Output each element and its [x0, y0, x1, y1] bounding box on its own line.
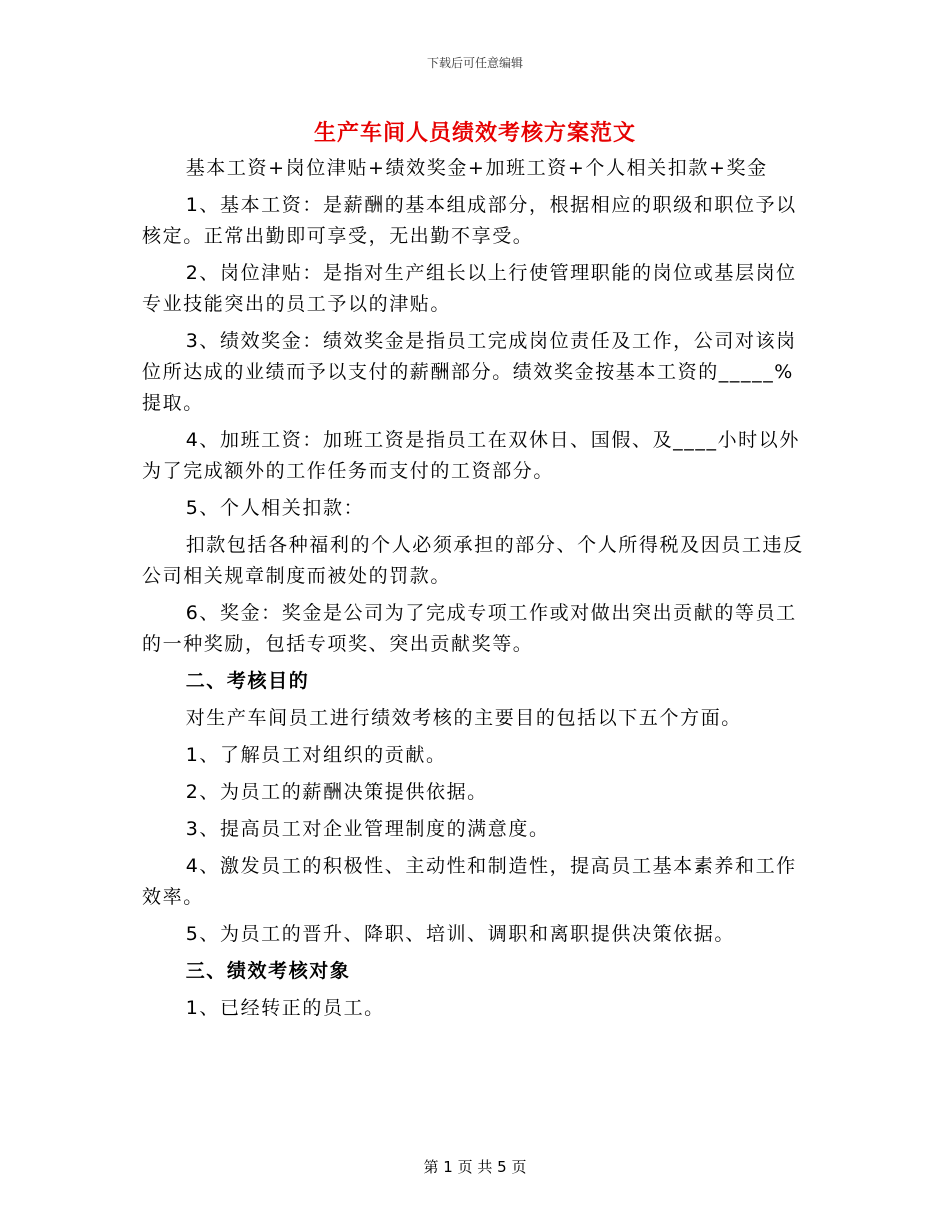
section-heading: 二、考核目的: [185, 670, 310, 692]
section-heading: 三、绩效考核对象: [185, 960, 351, 982]
paragraph: 5、个人相关扣款：: [185, 497, 365, 519]
paragraph: 扣款包括各种福利的个人必须承担的部分、个人所得税及因员工违反公司相关规章制度而被处的罚款。: [142, 534, 804, 587]
paragraph: 3、提高员工对企业管理制度的满意度。: [185, 818, 550, 840]
paragraph: 5、为员工的晋升、降职、培训、调职和离职提供决策依据。: [185, 923, 735, 945]
paragraph: 基本工资+岗位津贴+绩效奖金+加班工资+个人相关扣款+奖金: [185, 157, 768, 179]
paragraph: 6、奖金：奖金是公司为了完成专项工作或对做出突出贡献的等员工的一种奖励，包括专项奖、突出贡献奖等。: [142, 602, 797, 655]
paragraph: 1、已经转正的员工。: [185, 997, 385, 1019]
document-body: [142, 153, 808, 1030]
paragraph: 3、绩效奖金：绩效奖金是指员工完成岗位责任及工作，公司对该岗位所达成的业绩而予以支付的薪酬部分。绩效奖金按基本工资的_____%提取。: [142, 330, 797, 414]
paragraph: 对生产车间员工进行绩效考核的主要目的包括以下五个方面。: [185, 707, 742, 729]
document-title: 生产车间人员绩效考核方案范文: [313, 121, 636, 146]
paragraph: 2、岗位津贴：是指对生产组长以上行使管理职能的岗位或基层岗位专业技能突出的员工予以的津贴。: [142, 262, 797, 315]
paragraph: 4、加班工资：加班工资是指员工在双休日、国假、及____小时以外为了完成额外的工作任务而支付的工资部分。: [142, 429, 800, 482]
paragraph: 2、为员工的薪酬决策提供依据。: [185, 781, 488, 803]
paragraph: 1、了解员工对组织的贡献。: [185, 744, 447, 766]
header-note: 下载后可任意编辑: [426, 56, 523, 70]
paragraph: 4、激发员工的积极性、主动性和制造性，提高员工基本素养和工作效率。: [142, 855, 797, 908]
page-footer: 第 1 页 共 5 页: [423, 1158, 527, 1176]
paragraph: 1、基本工资：是薪酬的基本组成部分，根据相应的职级和职位予以核定。正常出勤即可享受，无出勤不享受。: [142, 194, 797, 247]
